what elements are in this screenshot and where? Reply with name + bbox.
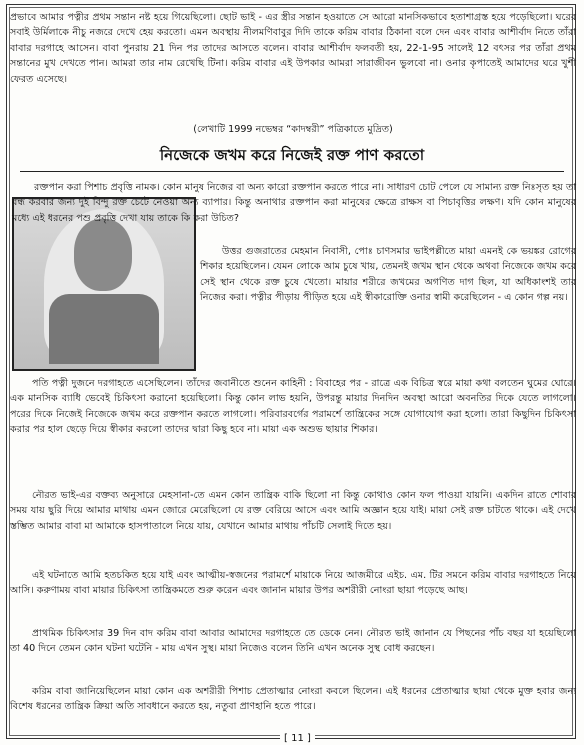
paragraph-5: প্রাথমিক চিকিৎসার 39 দিন বাদ করিম বাবা আবার আমাদের দরগাহতে তে ডেকে নেন। নৌরত ভাই জানান যে পিছনের পাঁচ বছর যা হয়েছিলো তা 40 দিনে তেমন কোন ঘটনা ঘটেনি - মায় এখন সুস্থ। মায়া নিজেও বলেন তিনি এখন অনেক সুস্থ বোধ করছেন। — [10, 628, 576, 655]
citation: (লেখাটি 1999 নভেম্বর “কাদম্বরী” পত্রিকাতে মুদ্রিত) — [193, 124, 393, 135]
article-title: নিজেকে জখম করে নিজেই রক্ত পাণ করতো — [20, 144, 564, 172]
page-number: [ 11 ] — [280, 733, 315, 744]
wrap-paragraph-1: রক্তপান করা পিশাচ প্রবৃত্তি নামক। কোন মানুষ নিজের বা অন্য কারো রক্তপান করতে পারে না। সাধারণ চোট পেলে যে সামান্য রক্ত নিঃসৃত হয় তা বন্ধ করবার জন্য দুই বিন্দু রক্ত চেটে নেওয়া অন্য ব্যাপার। কিন্তু অনাথার রক্তপান করা মানুষের ক্ষেত্রে রাক্ষস বা পিচাবৃত্তির লক্ষণ। যদি কোন মানুষের মধ্যে এই ধরনের পশু প্রবৃত্তি দেখা যায় তাকে কি করা উচিত? — [12, 182, 576, 224]
photo-body — [49, 294, 159, 364]
paragraph-2: পতি পত্নী দুজনে দরগাহতে এসেছিলেন। তাঁদের জবানীতে শুনেন কাহিনী : বিবাহের পর - রাত্রে এক বিচিত্র স্বরে মায়া কথা বলতেন ঘুমের ঘোরে। এক মানসিক ব্যাধি ভেবেই চিকিৎসা করানো হয়েছিলো। কিন্তু কোন লাভ হয়নি, উপরন্তু মায়ার দিনদিন অবস্থা আরো অবনতির দিকে যেতে লাগলো। পরের দিকে নিজেই নিজেকে জখম করে রক্তপান করতে লাগলো। পরিবারবর্গের পরামর্শে তান্ত্রিকের সঙ্গে যোগাযোগ করা হলো। তারা কিছুদিন চিকিৎসা করার পর হাল ছেড়ে দিয়ে স্বীকার করলো তাদের দ্বারা কিছু হবে না। মায়া এক অশুভ ছায়ার শিকার। — [10, 378, 576, 436]
photo-face — [74, 219, 132, 291]
wrap-paragraph-2: উত্তর গুজরাতের মেহমান নিবাসী, পোঃ চাণসমার ভাইপল্লীতে মায়া এমনই কে ভয়ঙ্কর রোগের শিকার হয়েছিলেন। যেমন লোকে আম চুষে খায়, তেমনই জখম স্থান থেকে অথবা নিজেকে জখম করে সেই স্থান থেকে রক্ত চুষে খেতো। মায়ার শরীরে জখমের অগণিত দাগ ছিল, যা অধিকাংশই তার নিজের করা। পত্নীর পীড়ায় পীড়িত হয়ে এই স্বীকারোক্তি ওনার স্বামী করেছিলেন - এ কোন গল্প নয়। — [200, 246, 576, 304]
intro-paragraph: প্রভাবে আমার পত্নীর প্রথম সন্তান নষ্ট হয়ে গিয়েছিলো। ছোট ভাই - এর স্ত্রীর সন্তান হওয়াতে সে আরো মানসিকভাবে হতাশাগ্রস্ত হয়ে পড়েছিলো। ঘরের সবাই উর্মিলাকে নীচু নজরে দেখে হেয় করতো। এমন অবস্থায় নীলমণিবাবুর দিদি তাকে করিম বাবার ঠিকানা বলে দেন এবং বাবার আশীর্বাদ নিতে তাঁরা বাবার দরগাহে আসেন। বাবা পুনরায় 21 দিন পর তাদের আসতে বলেন। বাবার আশীর্বাদ ফলবতী হয়, 22-1-95 সালেই 12 বৎসর পর তাঁরা প্রথম সন্তানের মুখ দেখতে পান। আমরা তার নাম রেখেছি টিনা। করিম বাবার এই উপকার আমরা সারাজীবন ভুলবো না। ওনার কৃপাতেই আমাদের ঘরে খুশী ফেরত এসেছে। — [10, 12, 576, 85]
paragraph-6: করিম বাবা জানিয়েছিলেন মায়া কোন এক অশরীরী পিশাচ প্রেতাত্মার নোংরা কবলে ছিলেন। এই ধরনের প্রেতাত্মার ছায়া থেকে মুক্ত হবার জন্য বিশেষ ধরনের তান্ত্রিক ক্রিয়া অতি সাবধানে করতে হয়, নতুবা প্রাণহানি হতে পারে। — [10, 686, 576, 713]
paragraph-3: নৌরত ভাই-এর বক্তব্য অনুসারে মেহসানা-তে এমন কোন তান্ত্রিক বাকি ছিলো না কিন্তু কোথাও কোন ফল পাওয়া যায়নি। একদিন রাতে শোবার সময় যায় ছুরি দিয়ে আমার মাথায় এমন জোরে মেরেছিলো যে রক্ত বেরিয়ে আসে এবং আমি অজ্ঞান হয়ে যাই। মায়া সেই রক্ত চাটতে থাকে। এই দেখে স্তম্ভিত আমার বাবা মা আমাকে হাসপাতালে নিয়ে যায়, যেখানে আমার মাথায় পাঁচটি সেলাই দিতে হয়। — [10, 490, 576, 532]
paragraph-4: এই ঘটনাতে আমি হতচকিত হয়ে যাই এবং আত্মীয়-স্বজনের পরামর্শে মায়াকে নিয়ে আজমীরে এইচ. এম. টির সমনে করিম বাবার দরগাহতে নিয়ে আসি। করুণাময় বাবা মায়ার চিকিৎসা তান্ত্রিকমতে শুরু করেন এবং জানান মায়ার উপর অশরীরী নোংরা ছায়া পড়েছে আছ। — [10, 570, 576, 597]
